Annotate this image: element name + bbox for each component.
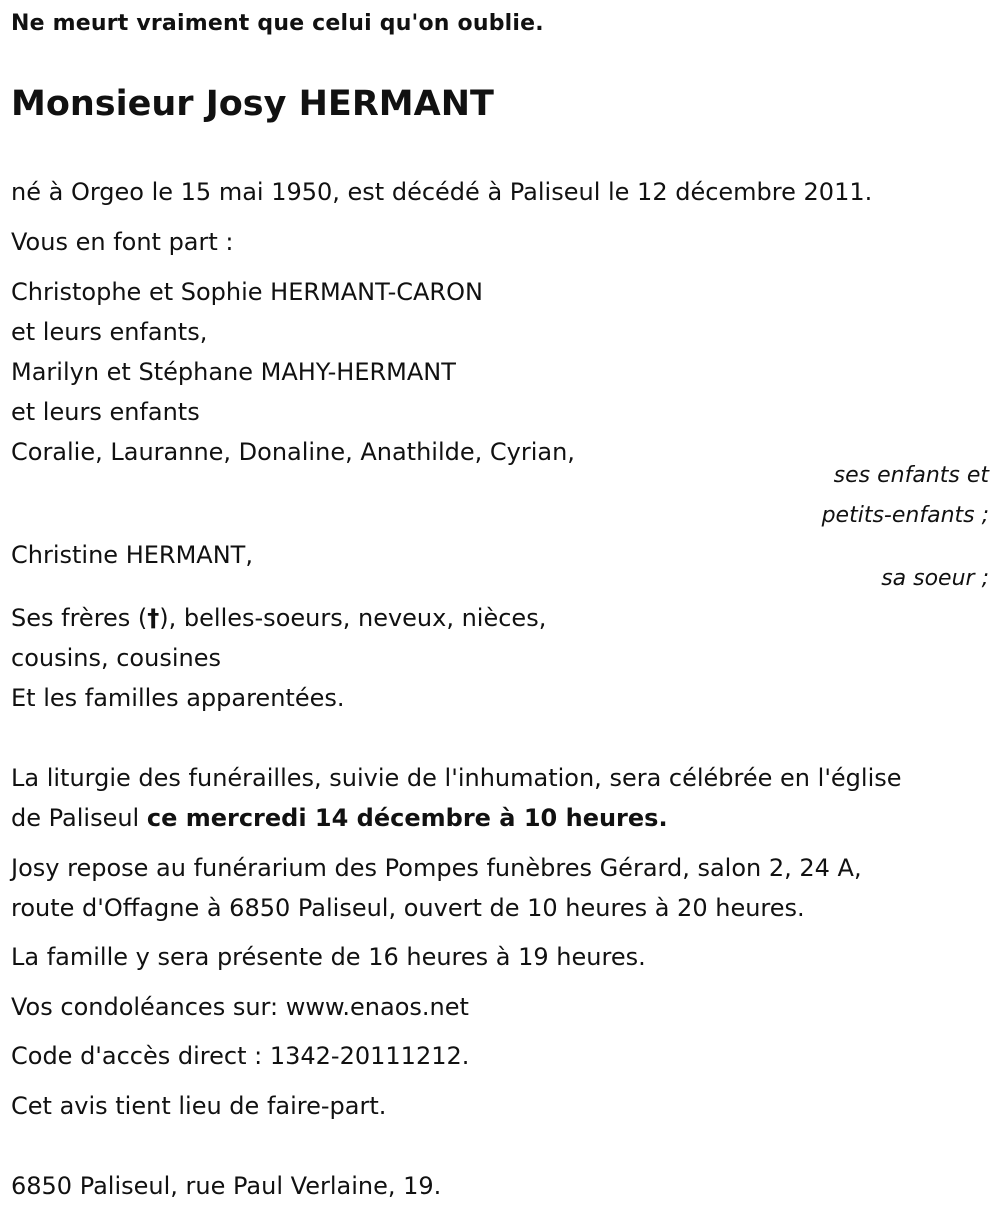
deceased-name: Monsieur Josy HERMANT	[11, 84, 494, 124]
others-text-after: ), belles-soeurs, neveux, nièces,	[159, 604, 547, 632]
ceremony-place: de Paliseul	[11, 804, 147, 832]
children-line-1: Christophe et Sophie HERMANT-CARON	[11, 278, 483, 306]
sister-role-line: sa soeur ;	[881, 566, 989, 591]
funerarium-line-2: route d'Offagne à 6850 Paliseul, ouvert de 10 heures à 20 heures.	[11, 894, 805, 922]
access-code-line: Code d'accès direct : 1342-20111212.	[11, 1042, 470, 1070]
announce-line: Vous en font part :	[11, 228, 234, 256]
children-line-3: Marilyn et Stéphane MAHY-HERMANT	[11, 358, 456, 386]
children-role-line-2: petits-enfants ;	[821, 503, 989, 528]
others-line-1	[11, 603, 546, 633]
others-line-2: cousins, cousines	[11, 644, 221, 672]
children-role-line-1: ses enfants et	[833, 463, 989, 488]
children-line-5: Coralie, Lauranne, Donaline, Anathilde, Cyrian,	[11, 438, 575, 466]
ceremony-line-1: La liturgie des funérailles, suivie de l'inhumation, sera célébrée en l'église	[11, 764, 902, 792]
ceremony-line-2	[11, 803, 668, 833]
condolences-line: Vos condoléances sur: www.enaos.net	[11, 993, 469, 1021]
ceremony-datetime: ce mercredi 14 décembre à 10 heures.	[146, 804, 668, 832]
others-line-3: Et les familles apparentées.	[11, 684, 345, 712]
children-line-4: et leurs enfants	[11, 398, 200, 426]
cross-icon: †	[147, 604, 160, 632]
sister-line: Christine HERMANT,	[11, 541, 253, 569]
children-line-2: et leurs enfants,	[11, 318, 208, 346]
funerarium-line-1: Josy repose au funérarium des Pompes funèbres Gérard, salon 2, 24 A,	[11, 854, 862, 882]
address-line: 6850 Paliseul, rue Paul Verlaine, 19.	[11, 1172, 442, 1200]
birth-death-line: né à Orgeo le 15 mai 1950, est décédé à Paliseul le 12 décembre 2011.	[11, 178, 873, 206]
notice-line: Cet avis tient lieu de faire-part.	[11, 1092, 387, 1120]
family-presence-line: La famille y sera présente de 16 heures à 19 heures.	[11, 943, 646, 971]
motto: Ne meurt vraiment que celui qu'on oublie.	[11, 11, 544, 36]
others-text-before: Ses frères (	[11, 604, 148, 632]
